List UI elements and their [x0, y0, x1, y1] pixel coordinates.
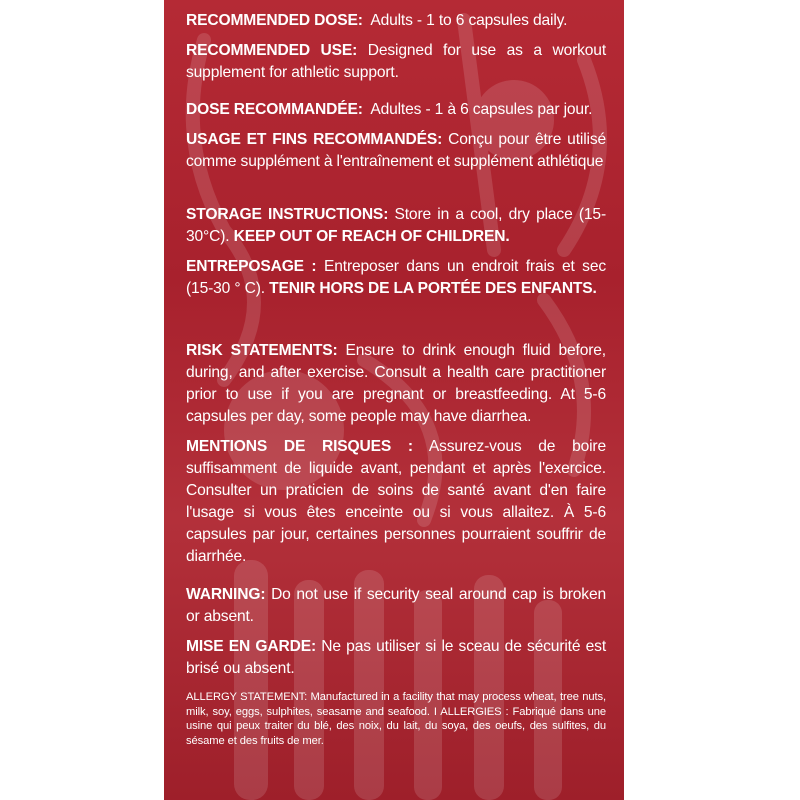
recommended-dose-text: Adults - 1 to 6 capsules daily. [370, 12, 568, 29]
usage-fr-text: Conçu pour être utilisé comme supplément à l'entraînement et supplément athlétique [186, 131, 607, 170]
entreposage-heading: ENTREPOSAGE : [186, 258, 317, 275]
storage-text: Store in a cool, dry place (15-30°C). [186, 206, 606, 245]
risk-statements [186, 340, 606, 428]
recommended-use-heading: RECOMMENDED USE: [186, 42, 358, 59]
warning-text: Do not use if security seal around cap is broken or absent. [186, 586, 607, 625]
mise-en-garde-text: Ne pas utiliser si le sceau de sécurité est brisé ou absent. [186, 638, 606, 677]
mise-en-garde [186, 636, 606, 680]
usage-fr-heading: USAGE ET FINS RECOMMANDÉS: [186, 131, 443, 148]
risques-text: Assurez-vous de boire suffisamment de liquide avant, pendant et après l'exercice. Consulter un praticien de soins de santé avant d'en faire l'usage si vous êtes enceinte ou si vous allaitez. À 5-6 capsules par jour, certaines personnes pourraient souffrir de diarrhée. [186, 438, 606, 565]
entreposage-text: Entreposer dans un endroit frais et sec (15-30 ° C). [186, 258, 606, 297]
risques-heading: MENTIONS DE RISQUES : [186, 438, 413, 455]
dose-fr-heading: DOSE RECOMMANDÉE: [186, 101, 363, 118]
label-text-content [186, 10, 606, 748]
storage-instructions [186, 204, 606, 248]
usage-fr [186, 129, 606, 173]
allergy-statement [186, 690, 606, 748]
dose-fr [186, 99, 606, 121]
allergies-fr-text: ALLERGIES : Fabriqué dans une usine qui peux traiter du blé, des noix, du lait, du soya, des oeufs, des sulfites, du sésame et des fruits de mer. [186, 705, 606, 747]
supplement-label-panel [164, 0, 624, 800]
storage-heading: STORAGE INSTRUCTIONS: [186, 206, 389, 223]
entreposage-emphasis: TENIR HORS DE LA PORTÉE DES ENFANTS. [269, 280, 597, 297]
recommended-dose [186, 10, 606, 32]
recommended-use [186, 40, 606, 84]
allergy-text: ALLERGY STATEMENT: Manufactured in a facility that may process wheat, tree nuts, milk, soy, eggs, sulphites, seasame and seafood. I [186, 691, 606, 718]
recommended-dose-heading: RECOMMENDED DOSE: [186, 12, 363, 29]
storage-emphasis: KEEP OUT OF REACH OF CHILDREN. [233, 228, 510, 245]
risk-text: Ensure to drink enough fluid before, during, and after exercise. Consult a health care practitioner prior to use if you are pregnant or breastfeeding. At 5-6 capsules per day, some people may have diarrhea. [186, 342, 606, 425]
warning [186, 584, 606, 628]
mentions-de-risques [186, 436, 606, 568]
warning-heading: WARNING: [186, 586, 266, 603]
entreposage [186, 256, 606, 300]
recommended-use-text: Designed for use as a workout supplement for athletic support. [186, 42, 607, 81]
risk-heading: RISK STATEMENTS: [186, 342, 338, 359]
mise-en-garde-heading: MISE EN GARDE: [186, 638, 317, 655]
dose-fr-text: Adultes - 1 à 6 capsules par jour. [370, 101, 593, 118]
